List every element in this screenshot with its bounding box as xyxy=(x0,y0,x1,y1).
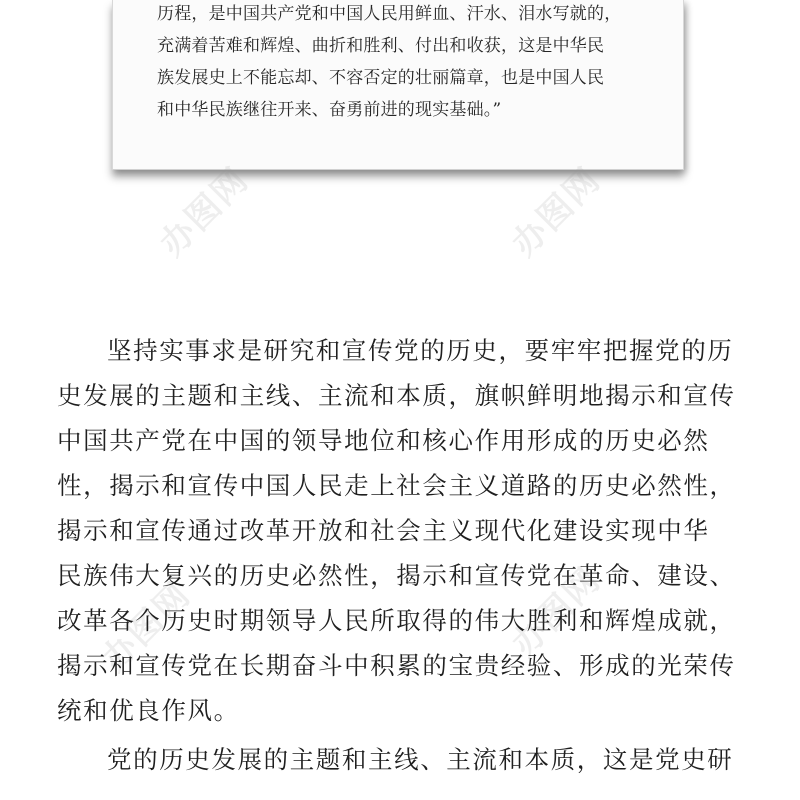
quote-line: 历程，是中国共产党和中国人民用鲜血、汗水、泪水写就的， xyxy=(157,4,622,24)
watermark: 办图网 xyxy=(504,159,609,265)
text-line: 揭示和宣传通过改革开放和社会主义现代化建设实现中华 xyxy=(57,516,710,545)
article-body xyxy=(57,328,757,782)
quote-line: 和中华民族继往开来、奋勇前进的现实基础。” xyxy=(157,100,502,120)
text-line: 党的历史发展的主题和主线、主流和本质，这是党史研 xyxy=(107,745,734,774)
paragraph xyxy=(57,328,757,733)
text-line: 性，揭示和宣传中国人民走上社会主义道路的历史必然性， xyxy=(57,471,736,500)
text-line: 史发展的主题和主线、主流和本质，旗帜鲜明地揭示和宣传 xyxy=(57,381,736,410)
text-line: 揭示和宣传党在长期奋斗中积累的宝贵经验、形成的光荣传 xyxy=(57,651,736,680)
quote-line: 族发展史上不能忘却、不容否定的壮丽篇章，也是中国人民 xyxy=(157,68,605,88)
text-line: 民族伟大复兴的历史必然性，揭示和宣传党在革命、建设、 xyxy=(57,561,736,590)
text-line: 坚持实事求是研究和宣传党的历史，要牢牢把握党的历 xyxy=(107,336,734,365)
text-line: 改革各个历史时期领导人民所取得的伟大胜利和辉煌成就， xyxy=(57,606,736,635)
text-line: 中国共产党在中国的领导地位和核心作用形成的历史必然 xyxy=(57,426,710,455)
text-line: 统和优良作风。 xyxy=(57,696,240,725)
watermark: 办图网 xyxy=(94,574,199,680)
quote-text xyxy=(157,0,657,126)
watermark: 办图网 xyxy=(504,559,609,665)
quote-line: 充满着苦难和辉煌、曲折和胜利、付出和收获，这是中华民 xyxy=(157,36,605,56)
paragraph xyxy=(57,737,757,782)
watermark: 办图网 xyxy=(152,159,257,265)
quote-box xyxy=(112,0,684,170)
